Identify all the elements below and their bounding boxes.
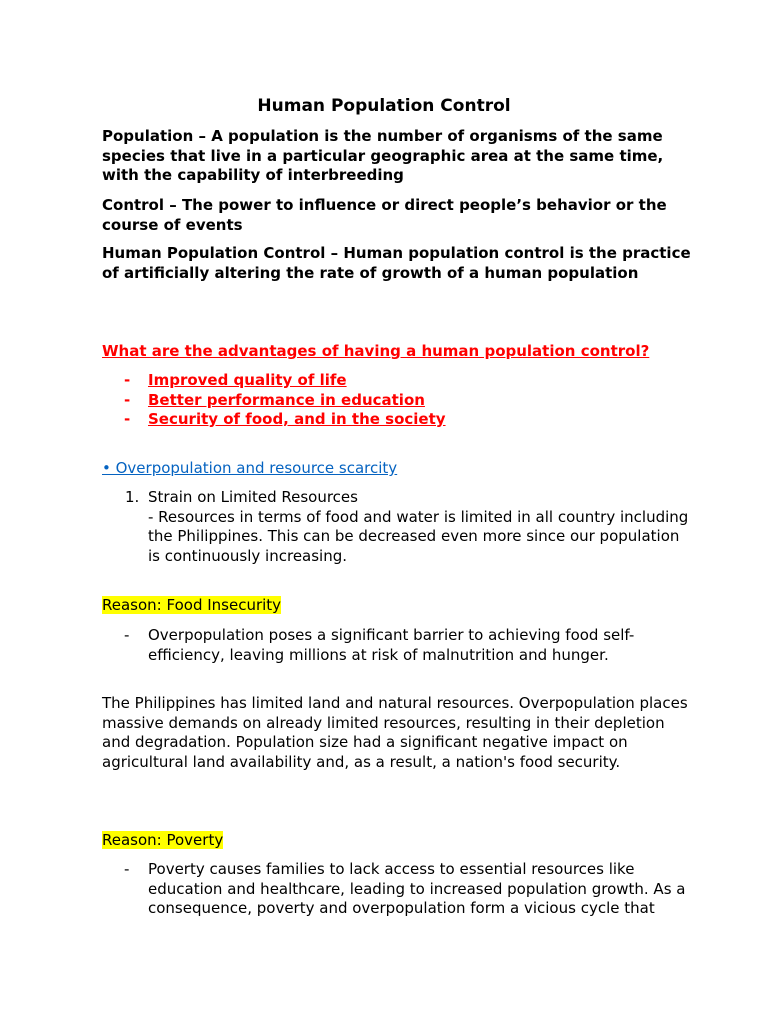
advantage-item [102,371,692,391]
reason-poverty-highlight: Reason: Poverty [102,831,224,849]
dash-marker: - [124,390,131,409]
definition-human-population-control: Human Population Control – Human population control is the practice of artificially altering the rate of growth of a human population [102,244,691,282]
advantage-item-text: Better performance in education [148,390,425,409]
reason-poverty-item [102,860,692,919]
advantages-list [102,371,692,430]
overpopulation-heading [102,459,692,479]
advantage-item-text: Improved quality of life [148,371,347,389]
advantages-question [102,342,692,362]
dash-marker: - [124,371,131,389]
advantage-item-text: Security of food, and in the society [148,410,446,429]
document-title: Human Population Control [257,96,511,116]
numbered-item-title: Strain on Limited Resources [148,488,358,506]
definition-population: Population – A population is the number of organisms of the same species that live in a particular geographic area at the same time, with the capability of interbreeding [102,127,664,185]
numbered-item [102,488,692,566]
reason-food-label [102,596,692,616]
reason-food-highlight: Reason: Food Insecurity [102,596,282,614]
philippines-paragraph: The Philippines has limited land and natural resources. Overpopulation places massive demands on already limited resources, resulting in their depletion and degradation. Population size had a significant negative impact on agricultural land availability and, as a result, a nation's food security. [102,694,688,771]
reason-food-item [102,626,692,665]
numbered-item-text: - Resources in terms of food and water is limited in all country including the Philippines. This can be decreased even more since our population is continuously increasing. [148,507,689,565]
advantage-item [102,391,692,411]
reason-poverty-label [102,831,692,851]
definition-control: Control – The power to influence or direct people’s behavior or the course of events [102,196,667,234]
reason-poverty-text: Poverty causes families to lack access to essential resources like education and healthcare, leading to increased population growth. As a consequence, poverty and overpopulation form a vicious cycle that [148,860,686,918]
reason-food-text: Overpopulation poses a significant barrier to achieving food self-efficiency, leaving millions at risk of malnutrition and hunger. [148,626,635,664]
advantages-question-text: What are the advantages of having a human population control? [102,342,650,360]
number-marker: 1. [125,488,140,506]
dash-marker: - [124,626,130,644]
advantage-item [102,410,692,430]
dash-marker: - [124,410,131,429]
dash-marker: - [124,860,130,878]
overpopulation-heading-link[interactable]: • Overpopulation and resource scarcity [102,459,398,477]
